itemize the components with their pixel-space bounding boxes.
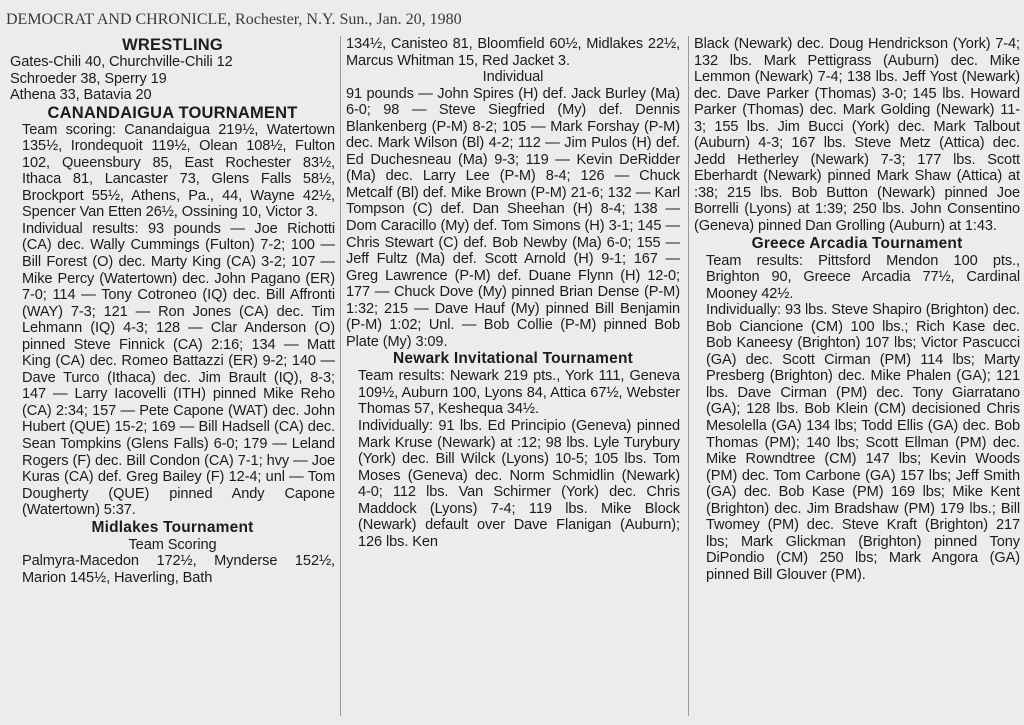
masthead: DEMOCRAT AND CHRONICLE, Rochester, N.Y. Sun., Jan. 20, 1980	[6, 11, 462, 28]
subheading-team-scoring: Team Scoring	[128, 536, 217, 553]
section-heading-wrestling: WRESTLING	[122, 36, 223, 54]
midlakes-individual-paragraph: 91 pounds — John Spires (H) def. Jack Burley (Ma) 6-0; 98 — Steve Siegfried (My) def. Dennis Blankenberg (P-M) 8-2; 105 — Mark Forshay (P-M) dec. Mark Wilson (Bl) 4-2; 112 — Jim Pulos (H) def. Ed Duchesneau (Ma) 9-3; 119 — Kevin DeRidder (Ma) dec. Larry Lee (P-M) 8-4; 126 — Chuck Metcalf (Bl) def. Mike Brown (P-M) 21-6; 132 — Karl Tompson (C) def. Dan Sheehan (H) 8-4; 138 — Dom Caracillo (My) def. Tom Simons (H) 3-1; 145 — Chris Stewart (C) def. Bob Newby (Ma) 6-0; 155 — Jeff Fultz (Ma) def. Scott Arnold (H) 9-1; 167 — Greg Lawrence (P-M) def. Duane Flynn (H) 12-0; 177 — Chuck Dove (My) pinned Brian Dense (P-M) 1:32; 215 — Dave Hauf (My) pinned Bill Benjamin (P-M) 1:02; Unl. — Bob Collie (P-M) pinned Bob Plate (My) 3:09.	[346, 85, 680, 350]
greece-individual-paragraph: Individually: 93 lbs. Steve Shapiro (Brighton) dec. Bob Ciancione (CM) 100 lbs.; Rich Kase dec. Bob Kaneesy (Brighton) 107 lbs; Victor Pascucci (GA) dec. Scott Cirman (PM) 114 lbs; Marty Presberg (Brighton) dec. Mike Phalen (GA); 121 lbs. Dave Cirman (PM) dec. Tony Giarratano (GA); 128 lbs. Bob Klein (CM) decisioned Chris Mesolella (GA) 134 lbs; Todd Ellis (GA) dec. Bob Thomas (PM); 140 lbs; Scott Ellman (PM) dec. Mike Rowndtree (CM) 147 lbs; Kevin Woods (PM) dec. Tom Carbone (GA) 157 lbs; Jeff Smith (GA) dec. Bob Kase (PM) 169 lbs; Mike Kent (Brighton) dec. Jim Bradshaw (PM) 179 lbs.; Bill Twomey (PM) dec. Steve Kraft (Brighton) 217 lbs; Mark Glickman (Brighton) pinned Tony DiPondio (CM) 250 lbs; Mark Angora (GA) pinned Bill Glouver (PM).	[706, 302, 1020, 583]
midlakes-scores-paragraph: Palmyra-Macedon 172½, Mynderse 152½, Marion 145½, Haverling, Bath	[22, 553, 335, 586]
newark-individual-paragraph: Individually: 91 lbs. Ed Principio (Geneva) pinned Mark Kruse (Newark) at :12; 98 lbs. Lyle Turybury (York) dec. Bill Wilck (Lyons) 10-5; 105 lbs. Tom Moses (Geneva) dec. Norm Schmidlin (Newark) 4-0; 112 lbs. Van Schirmer (York) dec. Chris Maddock (Lyons) 7-4; 119 lbs. Mike Block (Newark) default over Dave Flanigan (Auburn); 126 lbs. Ken	[358, 418, 680, 550]
section-heading-canandaigua: CANANDAIGUA TOURNAMENT	[47, 103, 298, 122]
column-rule	[688, 36, 689, 716]
newark-team-results-paragraph: Team results: Newark 219 pts., York 111, Geneva 109½, Auburn 100, Lyons 84, Attica 67½, Webster Thomas 57, Keshequa 34½.	[358, 368, 680, 418]
column-2	[346, 36, 680, 724]
column-3	[694, 36, 1020, 724]
section-heading-greece-arcadia: Greece Arcadia Tournament	[751, 234, 963, 252]
section-heading-midlakes: Midlakes Tournament	[91, 518, 254, 536]
column-1	[10, 36, 335, 724]
individual-results-paragraph: Individual results: 93 pounds — Joe Richotti (CA) dec. Wally Cummings (Fulton) 7-2; 100 — Bill Forest (O) dec. Marty King (CA) 3-2; 107 — Mike Percy (Watertown) dec. John Pagano (ER) 7-0; 114 — Tony Cotroneo (IQ) dec. Bill Affronti (WAY) 7-3; 121 — Ron Jones (CA) dec. Tim Lehmann (IQ) 4-3; 128 — Clar Anderson (O) pinned Steve Finnick (CA) 2:16; 134 — Matt King (CA) dec. Romeo Battazzi (ER) 9-2; 140 — Dave Turco (Ithaca) dec. Jim Brault (IQ), 8-3; 147 — Larry Iacovelli (ITH) pinned Mike Reho (CA) 2:34; 157 — Pete Capone (WAT) dec. John Hubert (QUE) 15-2; 169 — Bill Hadsell (CA) dec. Sean Tompkins (Glens Falls) 6-0; 179 — Leland Rogers (F) dec. Bill Condon (CA) 7-1; hvy — Joe Kuras (CA) def. Greg Bailey (F) 12-4; unl — Tom Dougherty (QUE) pinned Andy Capone (Watertown) 5:37.	[22, 220, 335, 519]
newark-individual-continued: Black (Newark) dec. Doug Hendrickson (York) 7-4; 132 lbs. Mark Pettigrass (Auburn) dec. Mike Lemmon (Newark) 7-4; 138 lbs. Jeff Yost (Newark) dec. Dave Parker (Thomas) 3-0; 145 lbs. Howard Parker (Thomas) dec. Mark Golding (Newark) 11-3; 155 lbs. Jim Bucci (York) dec. Mark Talbout (Auburn) 4-3; 167 lbs. Steve Metz (Attica) dec. Jedd Hetherley (Newark) 7-3; 177 lbs. Scott Eberhardt (Newark) pinned Mark Shaw (Attica) at :38; 215 lbs. Bob Button (Newark) pinned Joe Borrelli (Lyons) at 1:39; 250 lbs. John Consentino (Geneva) pinned Dan Grolling (Auburn) at 1:43.	[694, 36, 1020, 235]
column-rule	[340, 36, 341, 716]
score-line: Athena 33, Batavia 20	[10, 87, 152, 104]
subheading-individual: Individual	[482, 69, 544, 86]
score-line: Gates-Chili 40, Churchville-Chili 12	[10, 54, 233, 70]
section-heading-newark: Newark Invitational Tournament	[393, 350, 633, 368]
greece-team-results-paragraph: Team results: Pittsford Mendon 100 pts., Brighton 90, Greece Arcadia 77½, Cardinal Mooney 42½.	[706, 252, 1020, 302]
midlakes-scores-continued: 134½, Canisteo 81, Bloomfield 60½, Midlakes 22½, Marcus Whitman 15, Red Jacket 3.	[346, 36, 680, 69]
score-line: Schroeder 38, Sperry 19	[10, 70, 167, 87]
team-scoring-paragraph: Team scoring: Canandaigua 219½, Watertown 135½, Irondequoit 119½, Olean 108½, Fulton 102, Queensbury 85, East Rochester 83½, Ithaca 81, Lancaster 73, Glens Falls 58½, Brockport 55½, Athens, Pa., 44, Wayne 42½, Spencer Van Etten 26½, Ossining 10, Victor 3.	[22, 121, 335, 221]
